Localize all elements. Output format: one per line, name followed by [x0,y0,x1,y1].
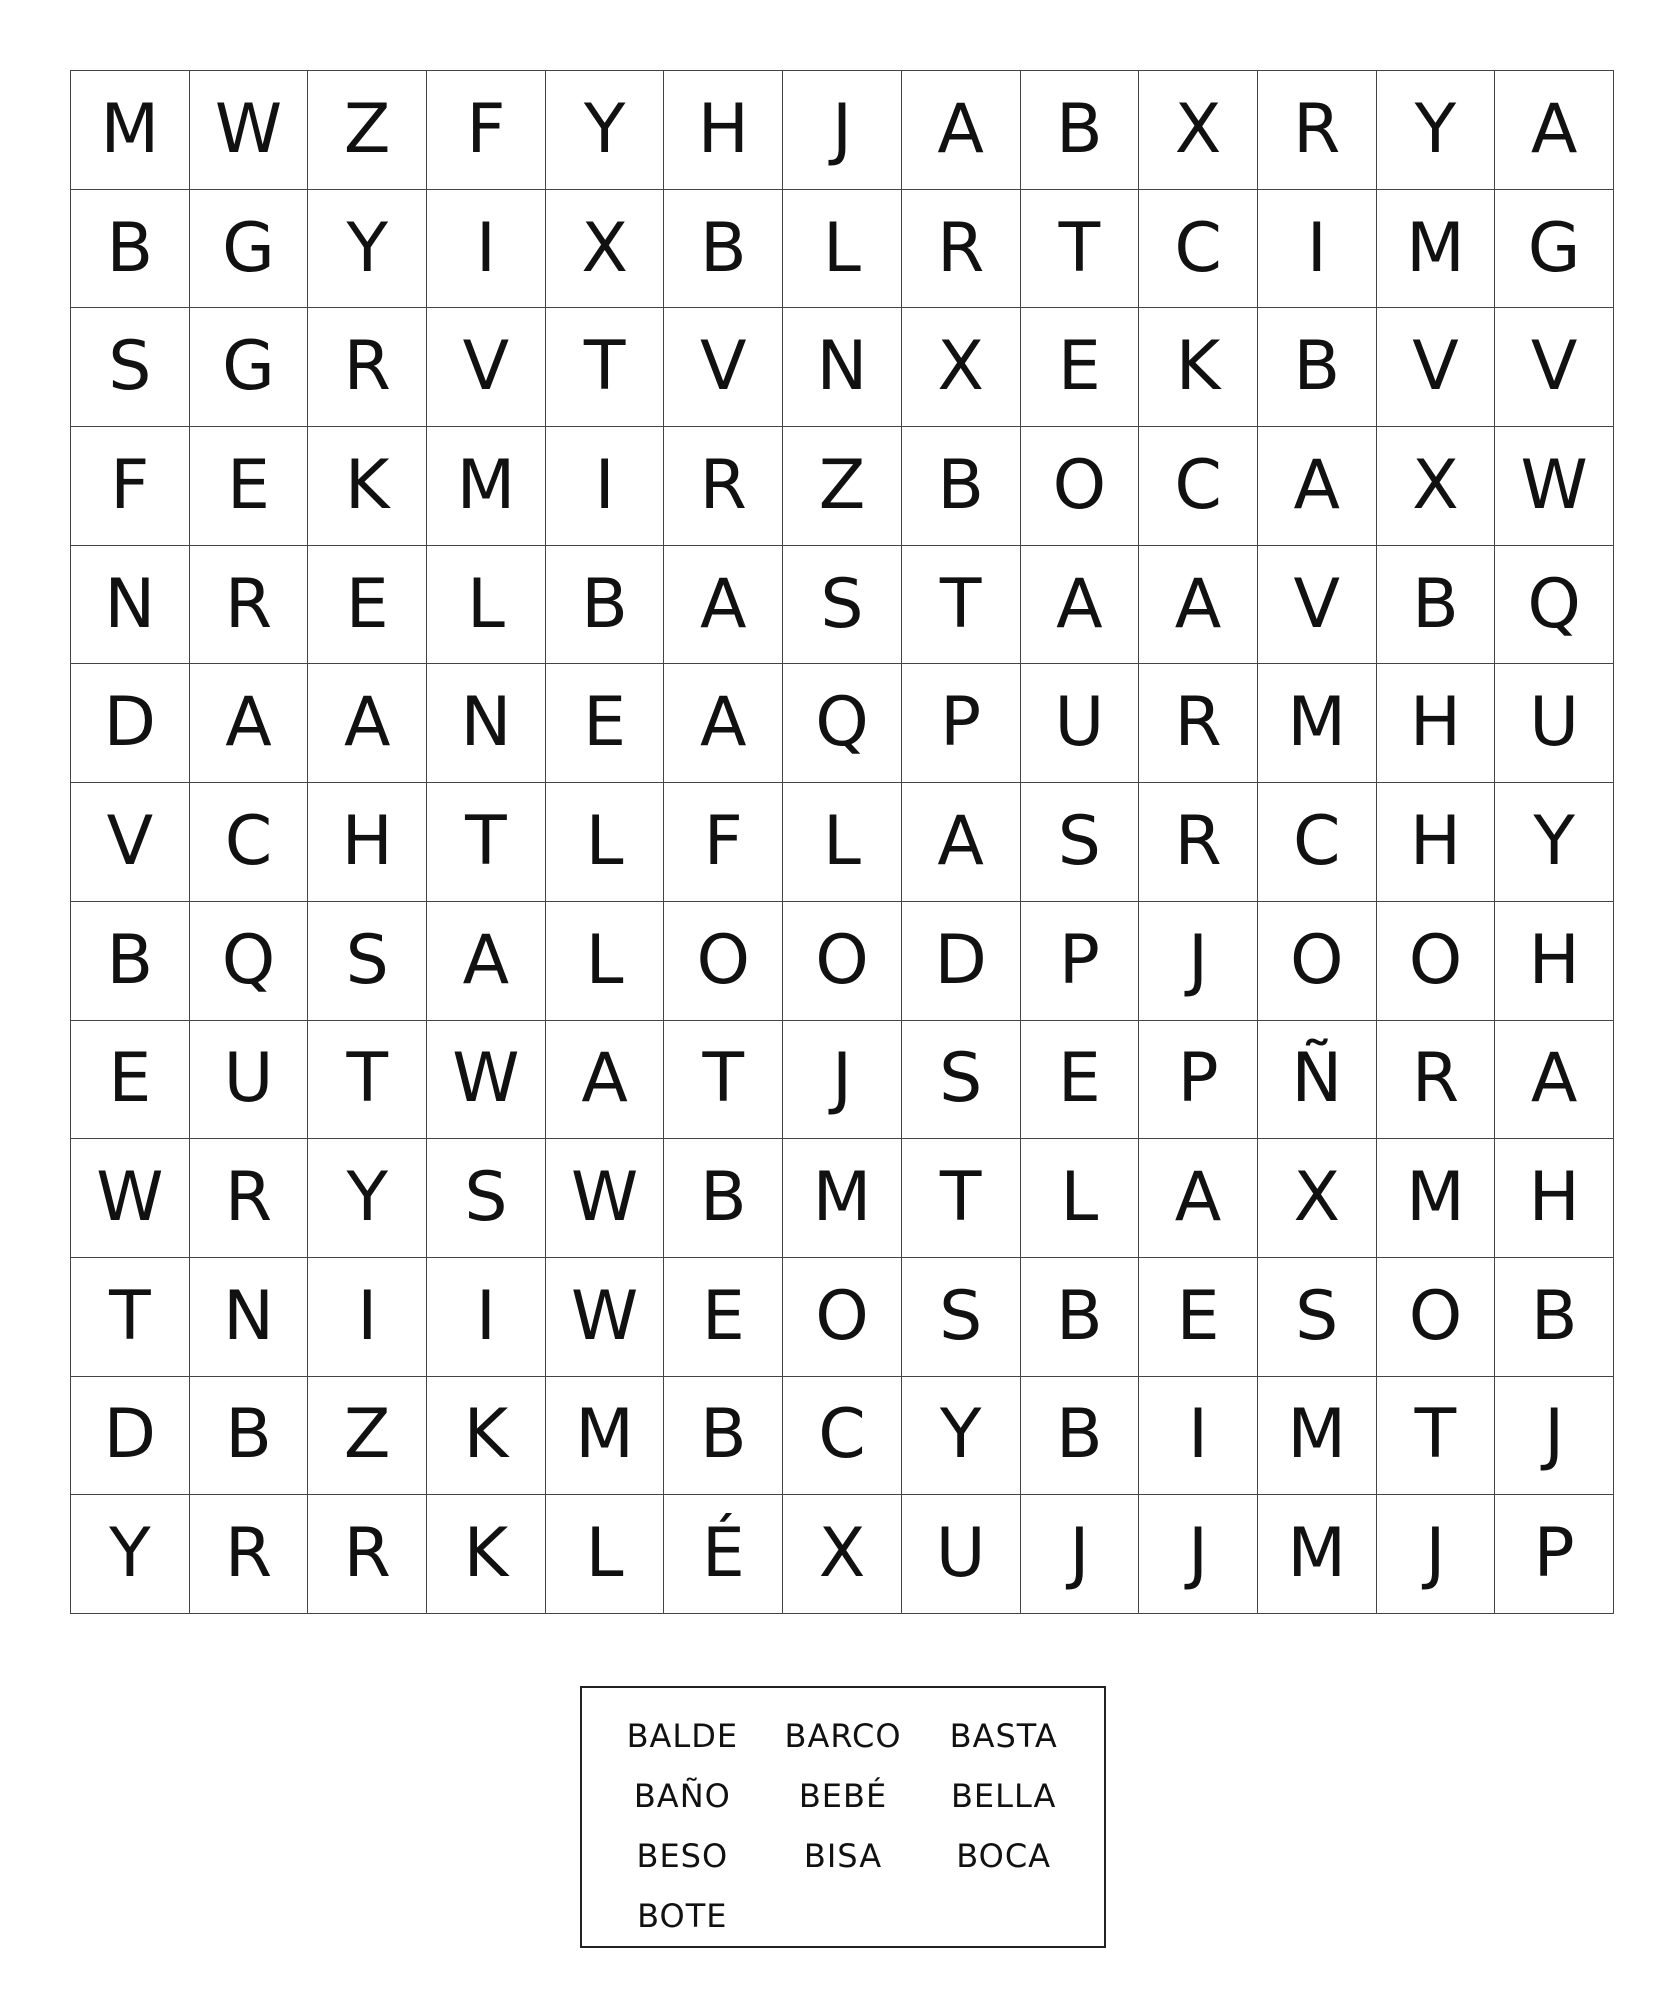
grid-cell[interactable]: M [1258,1495,1377,1614]
grid-cell[interactable]: K [308,427,427,546]
grid-cell[interactable]: H [308,783,427,902]
grid-cell[interactable]: Z [783,427,902,546]
grid-cell[interactable]: H [664,71,783,190]
grid-cell[interactable]: R [1139,664,1258,783]
grid-cell[interactable]: J [1021,1495,1140,1614]
grid-cell[interactable]: L [546,902,665,1021]
grid-cell[interactable]: E [71,1021,190,1140]
grid-cell[interactable]: R [308,308,427,427]
word-list-item: BAÑO [633,1777,731,1815]
grid-cell[interactable]: G [1495,190,1614,309]
word-list-item: BALDE [626,1717,739,1755]
grid-cell[interactable]: W [546,1258,665,1377]
grid-cell[interactable]: E [1021,1021,1140,1140]
grid-cell[interactable]: O [664,902,783,1021]
grid-cell[interactable]: S [783,546,902,665]
grid-cell[interactable]: B [664,1377,783,1496]
grid-cell[interactable]: C [1139,190,1258,309]
grid-cell[interactable]: V [71,783,190,902]
grid-cell[interactable]: R [190,546,309,665]
grid-cell[interactable]: R [902,190,1021,309]
grid-cell[interactable]: B [1495,1258,1614,1377]
grid-cell[interactable]: T [71,1258,190,1377]
grid-cell[interactable]: Q [783,664,902,783]
grid-cell[interactable]: Q [1495,546,1614,665]
grid-cell[interactable]: I [546,427,665,546]
grid-cell[interactable]: A [664,546,783,665]
grid-cell[interactable]: T [308,1021,427,1140]
grid-cell[interactable]: L [783,783,902,902]
grid-cell[interactable]: S [71,308,190,427]
grid-cell[interactable]: J [1495,1377,1614,1496]
grid-cell[interactable]: Ñ [1258,1021,1377,1140]
grid-cell[interactable]: A [190,664,309,783]
grid-cell[interactable]: B [546,546,665,665]
grid-cell[interactable]: O [783,902,902,1021]
grid-cell[interactable]: K [427,1495,546,1614]
grid-cell[interactable]: U [1495,664,1614,783]
grid-cell[interactable]: N [427,664,546,783]
word-list-item: BISA [803,1837,883,1875]
grid-cell[interactable]: A [1139,1139,1258,1258]
grid-cell[interactable]: M [546,1377,665,1496]
grid-cell[interactable]: Y [1377,71,1496,190]
grid-cell[interactable]: C [190,783,309,902]
grid-cell[interactable]: F [71,427,190,546]
grid-cell[interactable]: J [1377,1495,1496,1614]
grid-cell[interactable]: Y [902,1377,1021,1496]
grid-cell[interactable]: M [1377,1139,1496,1258]
grid-cell[interactable]: G [190,190,309,309]
grid-cell[interactable]: M [71,71,190,190]
grid-cell[interactable]: H [1377,783,1496,902]
grid-cell[interactable]: I [1258,190,1377,309]
grid-cell[interactable]: E [664,1258,783,1377]
grid-cell[interactable]: L [546,1495,665,1614]
grid-cell[interactable]: V [1495,308,1614,427]
grid-cell[interactable]: K [1139,308,1258,427]
grid-cell[interactable]: V [1258,546,1377,665]
grid-cell[interactable]: W [1495,427,1614,546]
grid-cell[interactable]: A [427,902,546,1021]
grid-cell[interactable]: K [427,1377,546,1496]
grid-cell[interactable]: A [1495,71,1614,190]
grid-cell[interactable]: R [1377,1021,1496,1140]
grid-cell[interactable]: Y [546,71,665,190]
grid-cell[interactable]: W [546,1139,665,1258]
word-list-item: BEBÉ [798,1777,888,1815]
grid-cell[interactable]: A [546,1021,665,1140]
grid-cell[interactable]: V [1377,308,1496,427]
grid-cell[interactable]: X [1139,71,1258,190]
grid-cell[interactable]: T [1021,190,1140,309]
word-list-item: BASTA [949,1717,1058,1755]
grid-cell[interactable]: P [1495,1495,1614,1614]
grid-cell[interactable]: E [308,546,427,665]
grid-cell[interactable]: S [308,902,427,1021]
grid-cell[interactable]: U [190,1021,309,1140]
grid-cell[interactable]: A [902,783,1021,902]
word-list-item: BELLA [950,1777,1057,1815]
grid-cell[interactable]: T [427,783,546,902]
word-list [580,1686,1106,1948]
grid-cell[interactable]: W [427,1021,546,1140]
grid-cell[interactable]: M [1258,1377,1377,1496]
grid-cell[interactable]: B [71,190,190,309]
grid-cell[interactable]: X [902,308,1021,427]
grid-cell[interactable]: Z [308,71,427,190]
word-list-item: BOTE [637,1897,728,1935]
grid-cell[interactable]: E [1021,308,1140,427]
grid-cell[interactable]: L [783,190,902,309]
grid-cell[interactable]: D [902,902,1021,1021]
grid-cell[interactable]: A [1139,546,1258,665]
grid-cell[interactable]: T [664,1021,783,1140]
grid-cell[interactable]: W [71,1139,190,1258]
grid-cell[interactable]: O [1258,902,1377,1021]
grid-cell[interactable]: É [664,1495,783,1614]
grid-cell[interactable]: M [1258,664,1377,783]
grid-cell[interactable]: J [1139,902,1258,1021]
grid-cell[interactable]: W [190,71,309,190]
grid-cell[interactable]: T [546,308,665,427]
grid-cell[interactable]: B [1377,546,1496,665]
grid-cell[interactable]: I [308,1258,427,1377]
grid-cell[interactable]: V [664,308,783,427]
grid-cell[interactable]: B [1021,1377,1140,1496]
grid-cell[interactable]: O [783,1258,902,1377]
grid-cell[interactable]: R [1258,71,1377,190]
grid-cell[interactable]: A [664,664,783,783]
grid-cell[interactable]: Y [308,1139,427,1258]
grid-cell[interactable]: R [1139,783,1258,902]
grid-cell[interactable]: N [71,546,190,665]
grid-cell[interactable]: Z [308,1377,427,1496]
grid-cell[interactable]: H [1495,902,1614,1021]
grid-cell[interactable]: N [783,308,902,427]
grid-cell[interactable]: G [190,308,309,427]
grid-cell[interactable]: R [664,427,783,546]
grid-cell[interactable]: R [190,1139,309,1258]
grid-cell[interactable]: L [427,546,546,665]
grid-cell[interactable]: I [427,1258,546,1377]
word-list-item: BOCA [956,1837,1052,1875]
grid-cell[interactable]: A [308,664,427,783]
grid-cell[interactable]: O [1377,902,1496,1021]
grid-cell[interactable]: X [1258,1139,1377,1258]
grid-cell[interactable]: A [1021,546,1140,665]
grid-cell[interactable]: E [1139,1258,1258,1377]
grid-cell[interactable]: B [1021,71,1140,190]
grid-cell[interactable]: H [1495,1139,1614,1258]
grid-cell[interactable]: P [1021,902,1140,1021]
grid-cell[interactable]: C [783,1377,902,1496]
grid-cell[interactable]: X [1377,427,1496,546]
grid-cell[interactable]: T [902,1139,1021,1258]
grid-cell[interactable]: C [1139,427,1258,546]
grid-cell[interactable]: B [1021,1258,1140,1377]
grid-cell[interactable]: R [190,1495,309,1614]
grid-cell[interactable]: L [546,783,665,902]
grid-cell[interactable]: F [664,783,783,902]
grid-cell[interactable]: J [783,1021,902,1140]
grid-cell[interactable]: D [71,1377,190,1496]
grid-cell[interactable]: S [1021,783,1140,902]
grid-cell[interactable]: D [71,664,190,783]
word-list-item: BARCO [784,1717,902,1755]
grid-cell[interactable]: Q [190,902,309,1021]
grid-cell[interactable]: T [1377,1377,1496,1496]
grid-cell[interactable]: U [902,1495,1021,1614]
letter-grid [70,70,1614,1614]
grid-cell[interactable]: J [1139,1495,1258,1614]
grid-cell[interactable]: S [1258,1258,1377,1377]
grid-cell[interactable]: T [902,546,1021,665]
grid-cell[interactable]: S [902,1258,1021,1377]
grid-cell[interactable]: B [664,190,783,309]
grid-cell[interactable]: X [546,190,665,309]
grid-cell[interactable]: O [1021,427,1140,546]
grid-cell[interactable]: X [783,1495,902,1614]
grid-cell[interactable]: Y [308,190,427,309]
grid-cell[interactable]: Y [71,1495,190,1614]
grid-cell[interactable]: M [1377,190,1496,309]
word-list-item: BESO [636,1837,729,1875]
grid-cell[interactable]: B [71,902,190,1021]
grid-cell[interactable]: V [427,308,546,427]
grid-cell[interactable]: U [1021,664,1140,783]
grid-cell[interactable]: F [427,71,546,190]
grid-cell[interactable]: C [1258,783,1377,902]
grid-cell[interactable]: J [783,71,902,190]
grid-cell[interactable]: P [902,664,1021,783]
grid-cell[interactable]: I [427,190,546,309]
grid-cell[interactable]: S [427,1139,546,1258]
grid-cell[interactable]: O [1377,1258,1496,1377]
grid-cell[interactable]: H [1377,664,1496,783]
grid-cell[interactable]: S [902,1021,1021,1140]
grid-cell[interactable]: B [664,1139,783,1258]
grid-cell[interactable]: E [190,427,309,546]
grid-cell[interactable]: Y [1495,783,1614,902]
grid-cell[interactable]: P [1139,1021,1258,1140]
grid-cell[interactable]: A [902,71,1021,190]
grid-cell[interactable]: B [902,427,1021,546]
grid-cell[interactable]: M [783,1139,902,1258]
grid-cell[interactable]: M [427,427,546,546]
grid-cell[interactable]: I [1139,1377,1258,1496]
grid-cell[interactable]: R [308,1495,427,1614]
grid-cell[interactable]: L [1021,1139,1140,1258]
grid-cell[interactable]: B [190,1377,309,1496]
grid-cell[interactable]: B [1258,308,1377,427]
grid-cell[interactable]: A [1258,427,1377,546]
grid-cell[interactable]: A [1495,1021,1614,1140]
grid-cell[interactable]: N [190,1258,309,1377]
grid-cell[interactable]: E [546,664,665,783]
